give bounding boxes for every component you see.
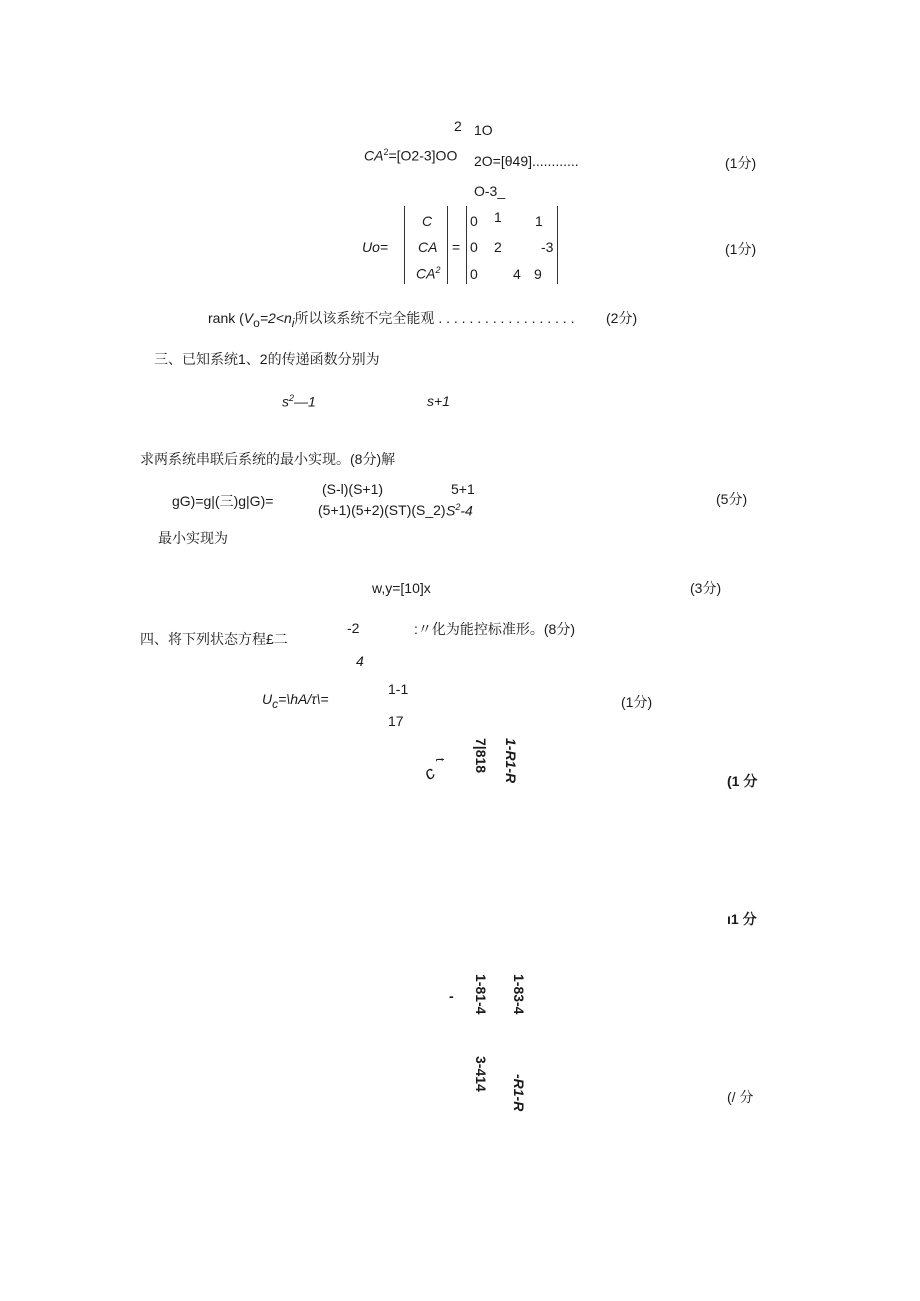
denominator-2 bbox=[446, 503, 473, 518]
row-c: C bbox=[422, 213, 433, 229]
denominator-1: (5+1)(5+2)(ST)(S_2) bbox=[318, 502, 446, 518]
m-r3-c1: 0 bbox=[470, 266, 478, 282]
den2-sup: 2 bbox=[455, 502, 461, 512]
ca2-eq: =[O2-3]OO bbox=[388, 147, 458, 164]
ca2-mid-row: 2O=[θ49]............ bbox=[474, 153, 579, 169]
left-bracket-outer bbox=[404, 206, 405, 284]
ca2-bottom-row: O-3_ bbox=[474, 183, 506, 199]
rotated-matrix-3: 1-81-4 bbox=[473, 974, 489, 1015]
tf1-s: s bbox=[282, 393, 289, 410]
m-r3-c2: 4 bbox=[513, 266, 521, 282]
ca2-sup: 2 bbox=[383, 147, 389, 157]
rank-cond: =2<n bbox=[259, 310, 292, 326]
matrix-top-10: 1O bbox=[474, 122, 493, 138]
score-rank: (2分) bbox=[606, 310, 638, 326]
sec3-question: 求两系统串联后系统的最小实现。(8分)解 bbox=[140, 451, 396, 467]
sec4-matrix-bottom: 4 bbox=[356, 653, 364, 669]
row-ca2-sup: 2 bbox=[435, 265, 441, 275]
m-r1-c1: 0 bbox=[470, 213, 478, 229]
rank-sub: o bbox=[253, 315, 260, 330]
rank-nsub: i bbox=[291, 315, 295, 330]
score-2: (1分) bbox=[725, 241, 757, 257]
tf1-rest: —1 bbox=[294, 393, 316, 410]
sec4-heading: 四、将下列状态方程£二 bbox=[140, 631, 288, 647]
rank-v: V bbox=[243, 310, 254, 326]
bracket-inner-left bbox=[447, 206, 448, 284]
rank-line bbox=[208, 311, 574, 329]
t-glyph: t bbox=[433, 758, 447, 762]
score-uc: (1分) bbox=[621, 694, 653, 710]
c-glyph: c bbox=[420, 762, 439, 784]
uc-matrix-row2: 17 bbox=[388, 713, 404, 729]
uc-u: U bbox=[262, 691, 273, 707]
right-bracket bbox=[557, 206, 558, 284]
sec4-matrix-top: -2 bbox=[347, 620, 360, 636]
rotated-matrix-4: 1-83-4 bbox=[511, 974, 527, 1015]
den2-rest: -4 bbox=[460, 502, 473, 519]
rank-tail: 所以该系统不完全能观 . . . . . . . . . . . . . . . . . . bbox=[294, 310, 575, 326]
g-equation: gG)=g|(三)g|G)= bbox=[172, 493, 274, 509]
m-r1-c2: 1 bbox=[494, 209, 502, 225]
m-r1-c3: 1 bbox=[535, 213, 543, 229]
numerator-2: 5+1 bbox=[451, 481, 475, 497]
score-rot-a: (1 分 bbox=[727, 773, 758, 789]
tf1-sup: 2 bbox=[289, 393, 295, 403]
m-r2-c3: -3 bbox=[541, 239, 554, 255]
matrix-top-2: 2 bbox=[454, 118, 462, 134]
den2-s: S bbox=[446, 502, 456, 519]
sec4-tail: :〃化为能控标准形。(8分) bbox=[414, 621, 575, 637]
rotated-matrix-6: -R1-R bbox=[511, 1074, 527, 1112]
score-3: (3分) bbox=[690, 580, 722, 596]
m-r3-c3: 9 bbox=[534, 266, 542, 282]
row-ca2-label: CA bbox=[416, 265, 436, 282]
uo-label: Uo= bbox=[362, 239, 389, 255]
score-rot-b: ı1 分 bbox=[727, 911, 757, 927]
m-r2-c1: 0 bbox=[470, 239, 478, 255]
row-ca2 bbox=[416, 266, 440, 281]
score-5: (5分) bbox=[716, 491, 748, 507]
tf1 bbox=[282, 394, 316, 409]
ca2-expression bbox=[364, 148, 457, 163]
rotated-matrix-2: 1-R1-R bbox=[503, 738, 519, 784]
uc-equation bbox=[262, 692, 329, 710]
m-r2-c2: 2 bbox=[494, 239, 502, 255]
uc-sub: c bbox=[272, 696, 279, 711]
score-rot-c: (/ 分 bbox=[727, 1089, 754, 1105]
equals-sign: = bbox=[452, 239, 461, 255]
ca2-label: CA bbox=[364, 147, 384, 164]
rank-paren: ( bbox=[239, 310, 244, 326]
row-ca: CA bbox=[418, 239, 438, 255]
score-1: (1分) bbox=[725, 155, 757, 171]
rotated-matrix-1: 7|818 bbox=[473, 738, 489, 774]
uc-rest: =\hA/τ\= bbox=[278, 691, 329, 707]
numerator-1: (S-l)(S+1) bbox=[322, 481, 384, 497]
dash-mark: - bbox=[449, 988, 454, 1004]
rotated-matrix-5: 3-414 bbox=[473, 1056, 489, 1092]
sec3-heading: 三、已知系统1、2的传递函数分别为 bbox=[154, 351, 380, 367]
realization-equation: w,y=[10]x bbox=[372, 580, 431, 596]
rank-prefix: rank bbox=[208, 310, 236, 326]
tf2: s+1 bbox=[427, 393, 450, 409]
min-realization-label: 最小实现为 bbox=[158, 530, 228, 546]
uc-matrix-row1: 1-1 bbox=[388, 681, 409, 697]
bracket-inner-right bbox=[466, 206, 467, 284]
